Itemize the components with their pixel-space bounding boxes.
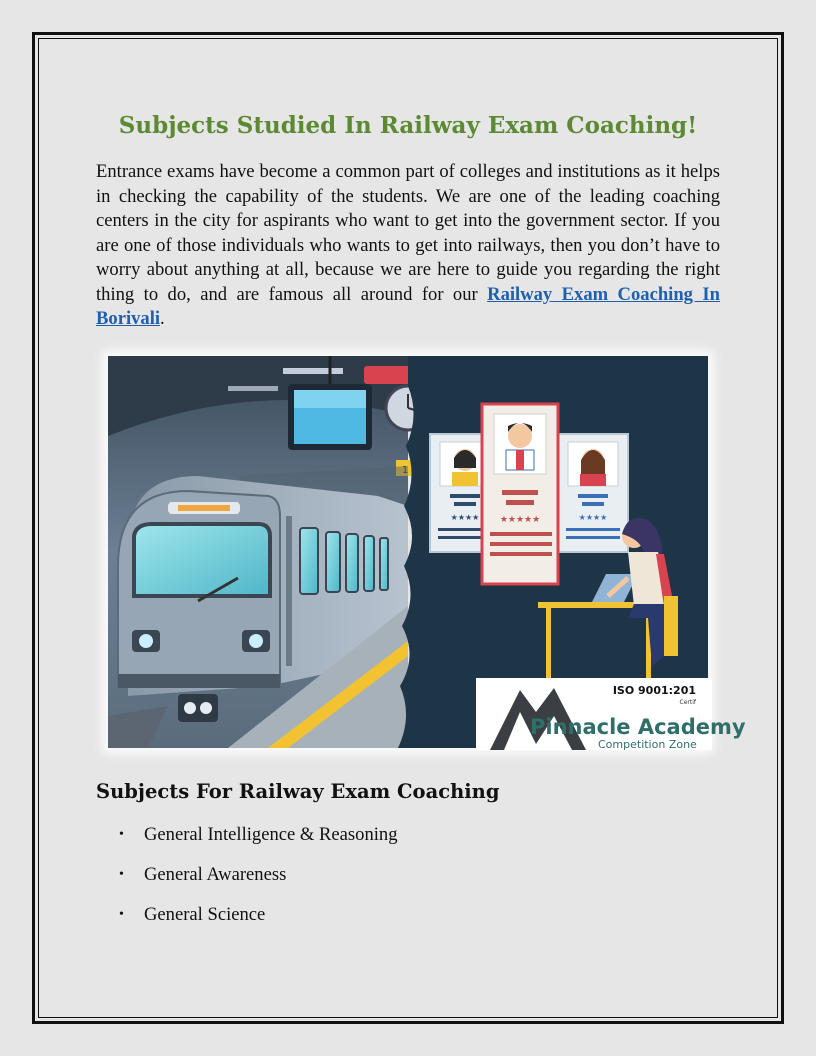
bullet-icon: • bbox=[119, 827, 124, 842]
pinnacle-academy-logo bbox=[476, 678, 746, 751]
page-title: Subjects Studied In Railway Exam Coaching! bbox=[118, 112, 698, 139]
stars-right: ★★★★ bbox=[578, 513, 608, 522]
list-item bbox=[96, 863, 398, 903]
subject-label: General Science bbox=[144, 904, 266, 925]
intro-text: Entrance exams have become a common part of colleges and institutions as it helps in checking the capability of the students. We are one of the leading coaching centers in the city for aspirants who want to get into the government sector. If you are one of those individuals who wants to get into railways, then you don’t have to worry about anything at all, because we are here to guide you regarding the right thing to do, and are famous all around for our bbox=[96, 161, 720, 305]
certified-label: Certif bbox=[679, 699, 696, 706]
bullet-icon: • bbox=[119, 867, 124, 882]
brand-tagline: Competition Zone bbox=[598, 738, 697, 751]
subject-label: General Intelligence & Reasoning bbox=[144, 824, 398, 845]
subjects-list bbox=[96, 823, 398, 943]
bullet-icon: • bbox=[119, 907, 124, 922]
brand-name: Pinnacle Academy bbox=[530, 715, 746, 739]
intro-paragraph bbox=[96, 160, 720, 332]
subject-label: General Awareness bbox=[144, 864, 287, 885]
subjects-heading: Subjects For Railway Exam Coaching bbox=[96, 780, 500, 803]
iso-certification: ISO 9001:201 bbox=[612, 684, 696, 697]
borivali-coaching-link[interactable]: Railway Exam Coaching In Borivali bbox=[96, 283, 720, 329]
metro-train-scene bbox=[108, 356, 430, 748]
list-item bbox=[96, 823, 398, 863]
list-item bbox=[96, 903, 398, 943]
railway-coaching-illustration bbox=[108, 356, 746, 751]
intro-end: . bbox=[160, 308, 165, 329]
stars-left: ★★★★ bbox=[450, 513, 480, 522]
stars-center: ★★★★★ bbox=[499, 515, 541, 525]
